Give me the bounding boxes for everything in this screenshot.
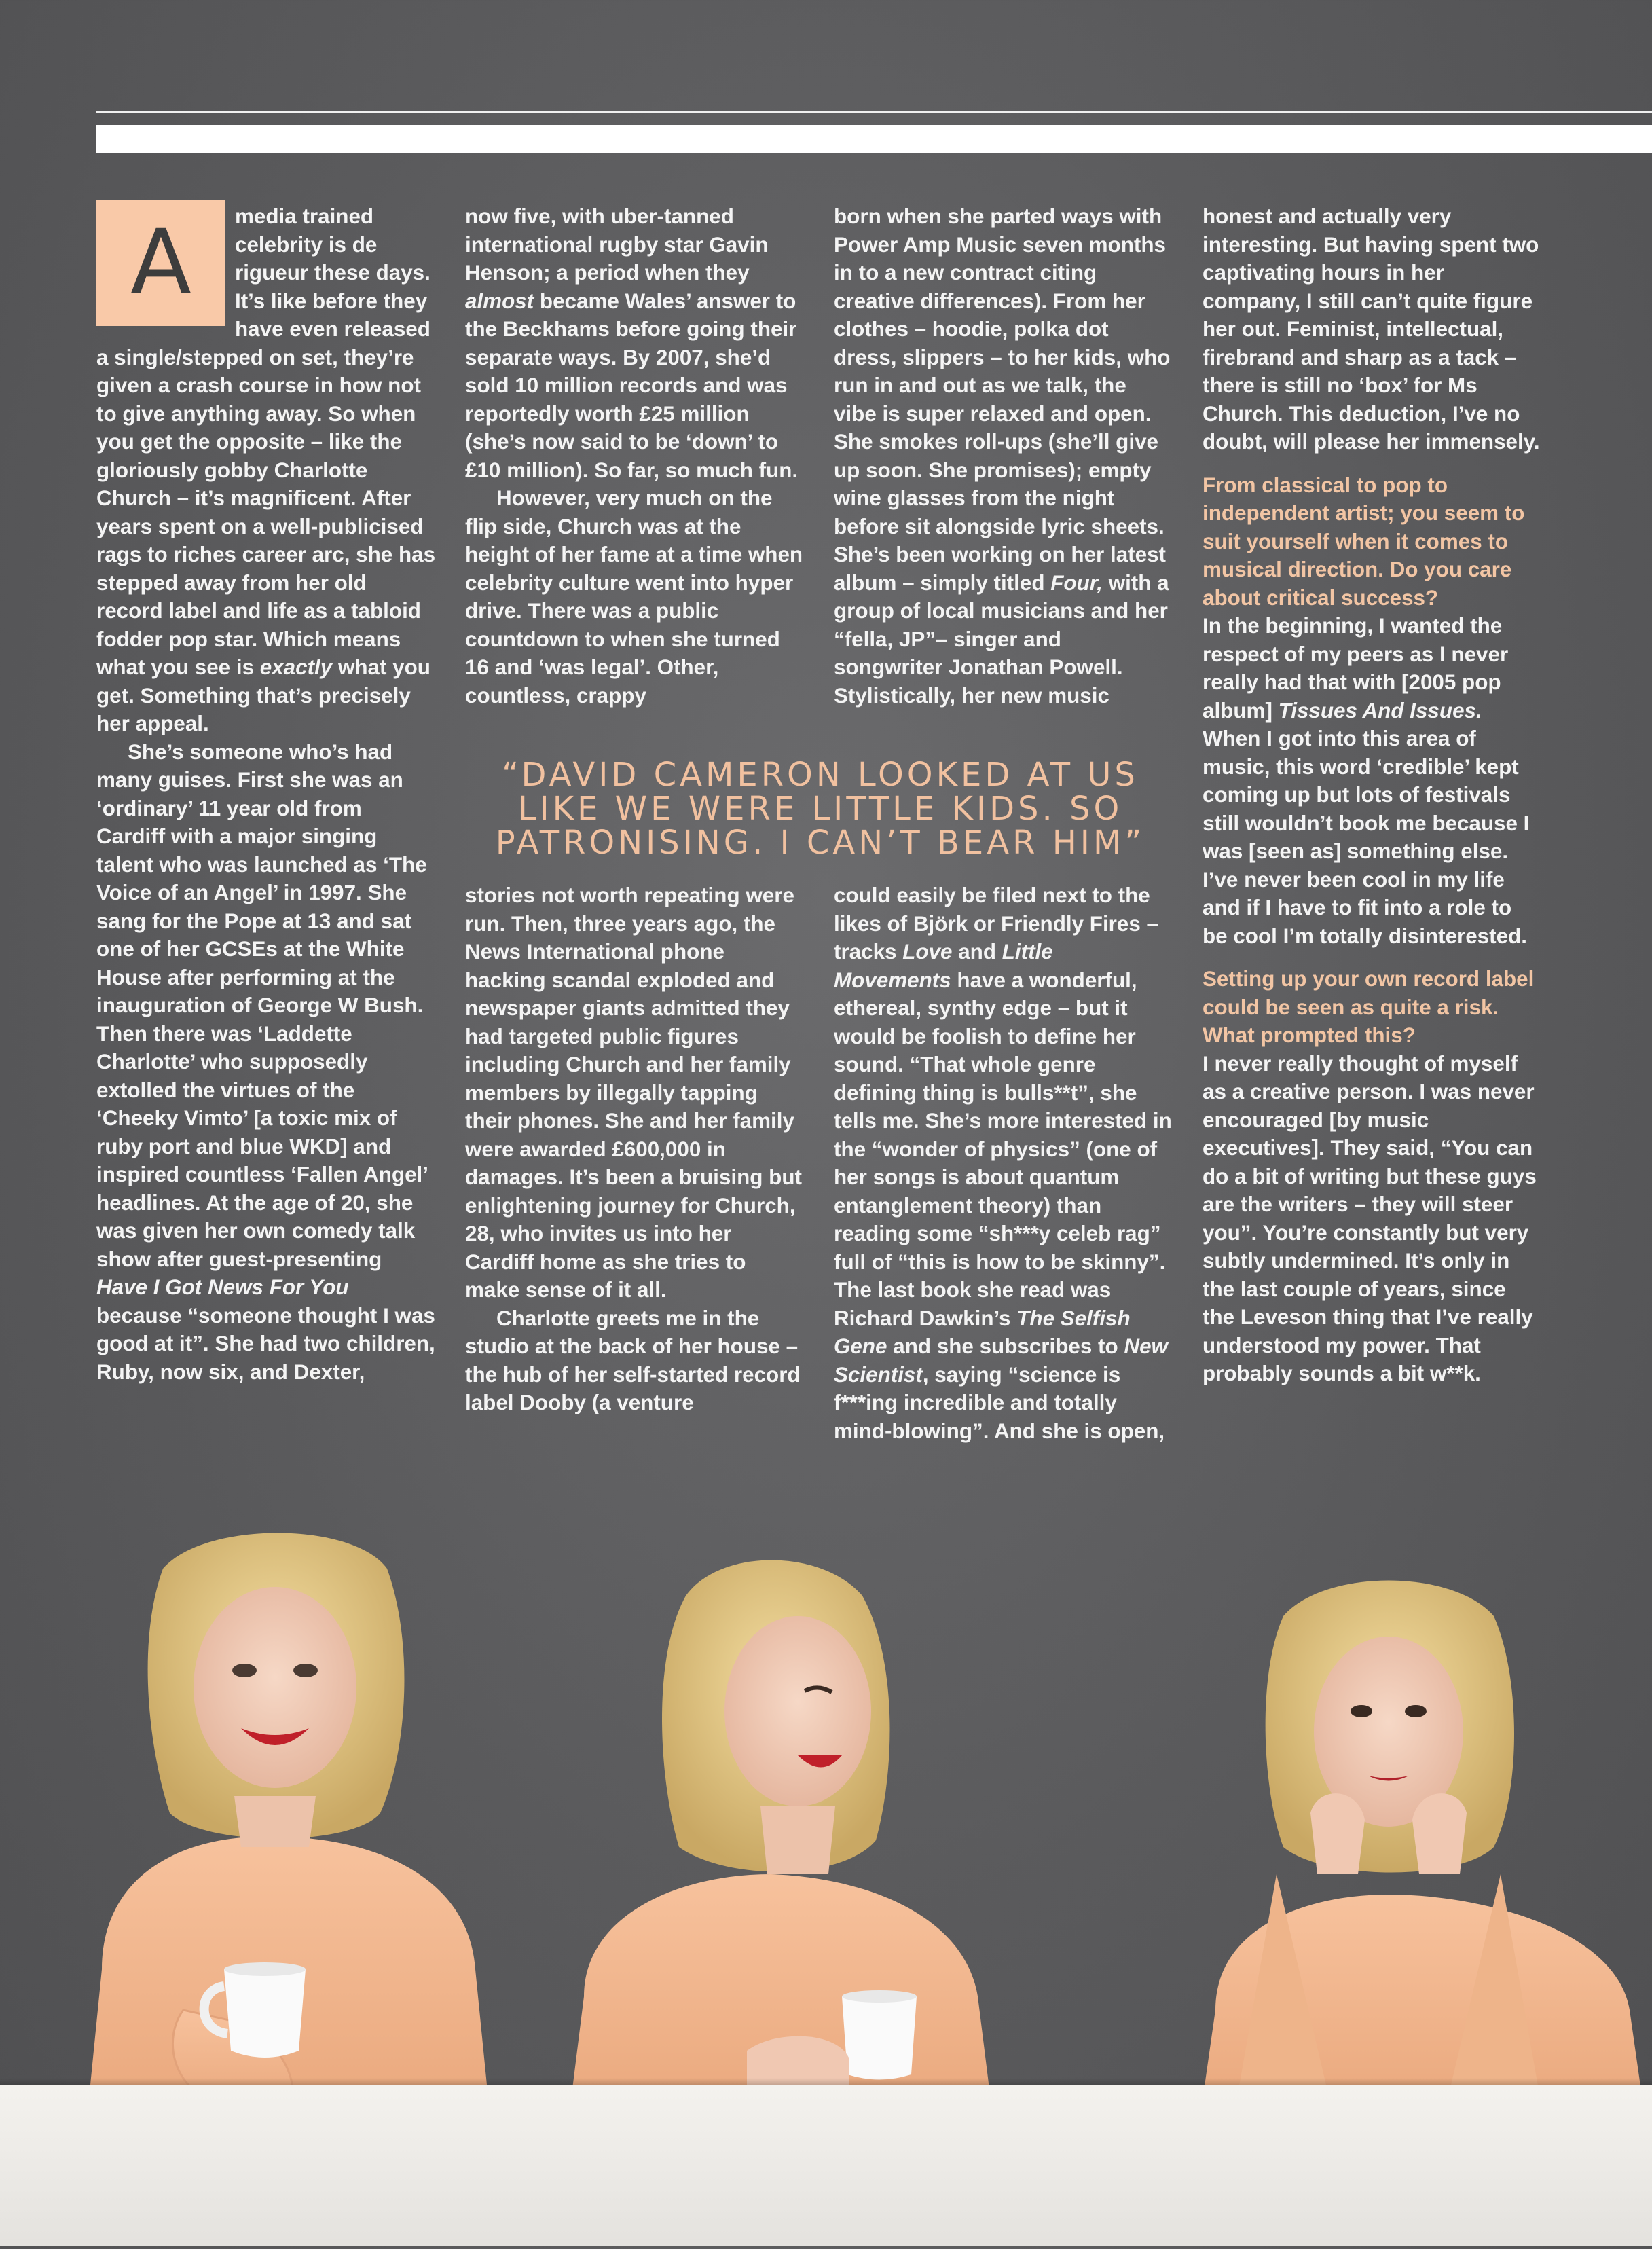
article-column-2-top [465, 202, 805, 710]
article-column-3-top [834, 202, 1173, 710]
article-column-3-bottom [834, 881, 1173, 1445]
interview-answer: I never really thought of myself as a creative person. I was never encouraged [by music executives]. They said, “You can do a bit of writing but these guys are the writers – they will steer you”. You’re constantly but very subtly undermined. It’s only in the last couple of years, since the Leveson thing that I’ve really understood my power. That probably sounds a bit w**k. [1203, 1051, 1537, 1385]
figure-right [1202, 1581, 1643, 2106]
pull-quote-line: PATRONISING. I CAN’T BEAR HIM” [495, 824, 1145, 862]
article-column-1 [96, 202, 436, 1386]
pull-quote-line: LIKE WE WERE LITTLE KIDS. SO [517, 790, 1123, 828]
drop-cap: A [96, 200, 225, 326]
paragraph: honest and actually very interesting. But having spent two captivating hours in her company, I still can’t quite figure her out. Feminist, intellectual, firebrand and sharp as a tack – there is still no ‘box’ for Ms Church. This deduction, I’ve no doubt, will please her immensely. [1203, 204, 1540, 454]
cup-rim [224, 1962, 306, 1976]
figure-centre [570, 1560, 991, 2106]
neck [234, 1796, 316, 1847]
interview-answer: In the beginning, I wanted the respect of my peers as I never really had that with [2005 pop album] Tissues And Issues. When I got into this area of music, this word ‘credible’ kept coming up but lots of festivals still wouldn’t book me because I was [seen as] something else. I’ve never been cool in my life and if I have to fit into a role to be cool I’m totally disinterested. [1203, 614, 1530, 948]
header-rule-thin [96, 111, 1652, 113]
interview-question: From classical to pop to independent artist; you seem to suit yourself when it comes to musical direction. Do you care about critical success? [1203, 473, 1525, 610]
hand [1412, 1793, 1467, 1874]
pull-quote-line: “DAVID CAMERON LOOKED AT US [502, 756, 1139, 794]
neck [760, 1806, 835, 1874]
article-column-4 [1203, 202, 1542, 1388]
interview-question: Setting up your own record label could be seen as quite a risk. What prompted this? [1203, 967, 1535, 1047]
eye [1405, 1705, 1427, 1717]
article-column-2-bottom [465, 881, 805, 1417]
face [194, 1587, 356, 1788]
header-rule-thick [96, 125, 1652, 153]
cup-rim [842, 1990, 917, 2003]
eye [1351, 1705, 1372, 1717]
figure-left [88, 1533, 489, 2106]
table-surface [0, 2085, 1652, 2246]
paragraph: Charlotte greets me in the studio at the back of her house – the hub of her self-started record label Dooby (a venture [465, 1306, 801, 1414]
cup [224, 1969, 306, 2058]
hand [1310, 1793, 1365, 1874]
paragraph: now five, with uber-tanned international rugby star Gavin Henson; a period when they almost became Wales’ answer to the Beckhams before going their separate ways. By 2007, she’d sold 10 million records and was reportedly worth £25 million (she’s now said to be ‘down’ to £10 million). So far, so much fun. [465, 204, 799, 482]
face [724, 1616, 871, 1806]
paragraph: However, very much on the flip side, Church was at the height of her fame at a time when celebrity culture went into hyper drive. There was a public countdown to when she turned 16 and ‘was legal’. Other, countless, crappy [465, 486, 803, 708]
opening-paragraph: A media trained celebrity is de rigueur these days. It’s like before they have even released a single/stepped on set, they’re given a crash course in how not to give anything away. So when you get the opposite – like the gloriously gobby Charlotte Church – it’s magnificent. After years spent on a well-publicised rags to riches career arc, she has stepped away from her old record label and life as a tabloid fodder pop star. Which means what you see is exactly what you get. Something that’s precisely her appeal. [96, 202, 436, 738]
paragraph: She’s someone who’s had many guises. First she was an ‘ordinary’ 11 year old from Cardiff with a major singing talent who was launched as ‘The Voice of an Angel’ in 1997. She sang for the Pope at 13 and sat one of her GCSEs at the White House after performing at the inauguration of George W Bush. Then there was ‘Laddette Charlotte’ who supposedly extolled the virtues of the ‘Cheeky Vimto’ [a toxic mix of ruby port and blue WKD] and inspired countless ‘Fallen Angel’ headlines. At the age of 20, she was given her own comedy talk show after guest-presenting Have I Got News For You because “someone thought I was good at it”. She had two children, Ruby, now six, and Dexter, [96, 739, 435, 1384]
eye [293, 1664, 318, 1677]
paragraph: could easily be filed next to the likes of Björk or Friendly Fires – tracks Love and Little Movements have a wonderful, ethereal, synthy edge – but it would be foolish to define her sound. “That whole genre defining thing is bulls**t”, she tells me. She’s more interested in the “wonder of physics” (one of her songs is about quantum entanglement theory) than reading some “sh***y celeb rag” full of “this is how to be skinny”. The last book she read was Richard Dawkin’s The Selfish Gene and she subscribes to New Scientist, saying “science is f***ing incredible and totally mind-blowing”. And she is open, [834, 883, 1172, 1443]
cup [842, 1996, 917, 2080]
paragraph: born when she parted ways with Power Amp Music seven months in to a new contract citing creative differences). From her clothes – hoodie, polka dot dress, slippers – to her kids, who run in and out as we talk, the vibe is super relaxed and open. She smokes roll-ups (she’ll give up soon. She promises); empty wine glasses from the night before sit alongside lyric sheets. She’s been working on her latest album – simply titled Four, with a group of local musicians and her “fella, JP”– singer and songwriter Jonathan Powell. Stylistically, her new music [834, 204, 1171, 708]
pull-quote [467, 758, 1173, 860]
eye [232, 1664, 257, 1677]
paragraph: stories not worth repeating were run. Then, three years ago, the News International phone hacking scandal exploded and newspaper giants admitted they had targeted public figures including Church and her family members by illegally tapping their phones. She and her family were awarded £600,000 in damages. It’s been a bruising but enlightening journey for Church, 28, who invites us into her Cardiff home as she tries to make sense of it all. [465, 883, 802, 1302]
